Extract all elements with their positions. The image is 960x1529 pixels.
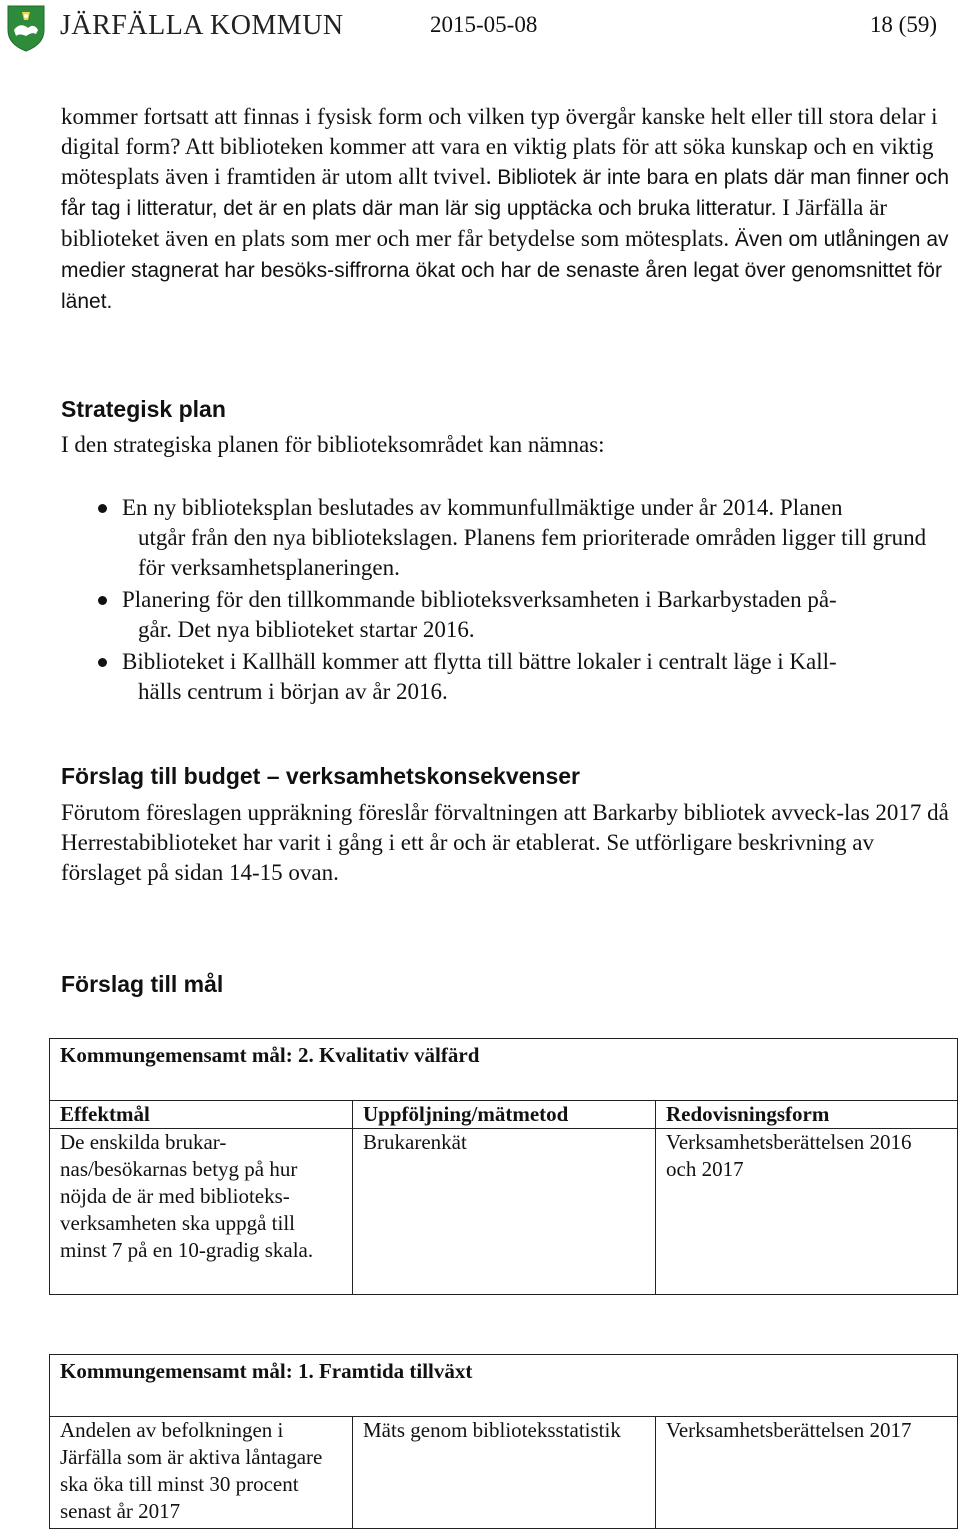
- table-cell: De enskilda brukar-nas/besökarnas betyg på hur nöjda de är med biblioteks-verksamheten ska uppgå till minst 7 på en 10-gradig skala.: [50, 1129, 353, 1295]
- table-cell: Mäts genom biblioteksstatistik: [353, 1417, 656, 1529]
- table-cell: Verksamhetsberättelsen 2016 och 2017: [656, 1129, 958, 1295]
- table-cell: Andelen av befolkningen i Järfälla som är aktiva låntagare ska öka till minst 30 procent senast år 2017: [50, 1417, 353, 1529]
- goal-table-title: Kommungemensamt mål: 1. Framtida tillväxt: [50, 1355, 958, 1417]
- bullet-icon: [98, 658, 107, 667]
- goals-heading: Förslag till mål: [61, 971, 224, 997]
- intro-text-2: Bibliotek är inte bara en plats där man finner och får tag i litteratur, det är en plats där man lär sig upptäcka och bruka litteratur.: [61, 166, 950, 220]
- bullet-text-continued: utgår från den nya bibliotekslagen. Planens fem prioriterade områden ligger till grund för verksamhetsplaneringen.: [138, 525, 927, 580]
- page-number: 18 (59): [869, 12, 937, 37]
- budget-text: Förutom föreslagen uppräkning föreslår förvaltningen att Barkarby bibliotek avveck-las 2017 då Herrestabiblioteket har varit i gång i ett år och är etablerat. Se utförligare beskrivning av förslaget på sidan 14-15 ovan.: [61, 800, 949, 885]
- table-row: [50, 1129, 958, 1295]
- column-header-effektmal: Effektmål: [50, 1101, 353, 1129]
- document-date: 2015-05-08: [430, 12, 538, 37]
- strategy-bullet-list: [98, 493, 948, 709]
- column-header-uppfoljning: Uppföljning/mätmetod: [353, 1101, 656, 1129]
- table-cell: Brukarenkät: [353, 1129, 656, 1295]
- goal-table-2: [49, 1354, 958, 1529]
- list-item: [98, 585, 948, 645]
- page-header: [0, 0, 960, 58]
- goal-table-title: Kommungemensamt mål: 2. Kvalitativ välfärd: [50, 1039, 958, 1101]
- intro-paragraph: [61, 102, 951, 317]
- bullet-text-continued: hälls centrum i början av år 2016.: [138, 679, 448, 704]
- intro-text-4: Även om utlåningen av medier stagnerat har besöks-siffrorna ökat och har de senaste åren legat över genomsnittet för länet.: [61, 228, 949, 313]
- bullet-icon: [98, 596, 107, 605]
- goal-table-1: [49, 1038, 958, 1295]
- org-name: JÄRFÄLLA KOMMUN: [60, 10, 344, 41]
- list-item: [98, 647, 948, 707]
- intro-text-1: kommer fortsatt att finnas i fysisk form och vilken typ övergår kanske helt eller till stora delar i digital form? Att biblioteken kommer att vara en viktig plats för att söka kunskap och en viktig mötesplats även i framtiden är utom allt tvivel.: [61, 104, 938, 189]
- bullet-text: En ny biblioteksplan beslutades av kommunfullmäktige under år 2014. Planen: [122, 495, 843, 520]
- bullet-icon: [98, 504, 107, 513]
- strategy-lead: I den strategiska planen för biblioteksområdet kan nämnas:: [61, 432, 605, 457]
- table-cell: Verksamhetsberättelsen 2017: [656, 1417, 958, 1529]
- bullet-text: Biblioteket i Kallhäll kommer att flytta till bättre lokaler i centralt läge i Kall-: [122, 649, 837, 674]
- column-header-redovisning: Redovisningsform: [656, 1101, 958, 1129]
- bullet-text: Planering för den tillkommande biblioteksverksamheten i Barkarbystaden på-: [122, 587, 837, 612]
- bullet-text-continued: går. Det nya biblioteket startar 2016.: [138, 617, 475, 642]
- list-item: [98, 493, 948, 583]
- strategy-heading: Strategisk plan: [61, 396, 226, 422]
- table-row: [50, 1417, 958, 1529]
- intro-text-3: I Järfälla är biblioteket även en plats som mer och mer får betydelse som mötesplats.: [61, 195, 887, 251]
- budget-heading: Förslag till budget – verksamhetskonsekvenser: [61, 763, 580, 789]
- jarfalla-coat-of-arms-icon: [6, 4, 46, 52]
